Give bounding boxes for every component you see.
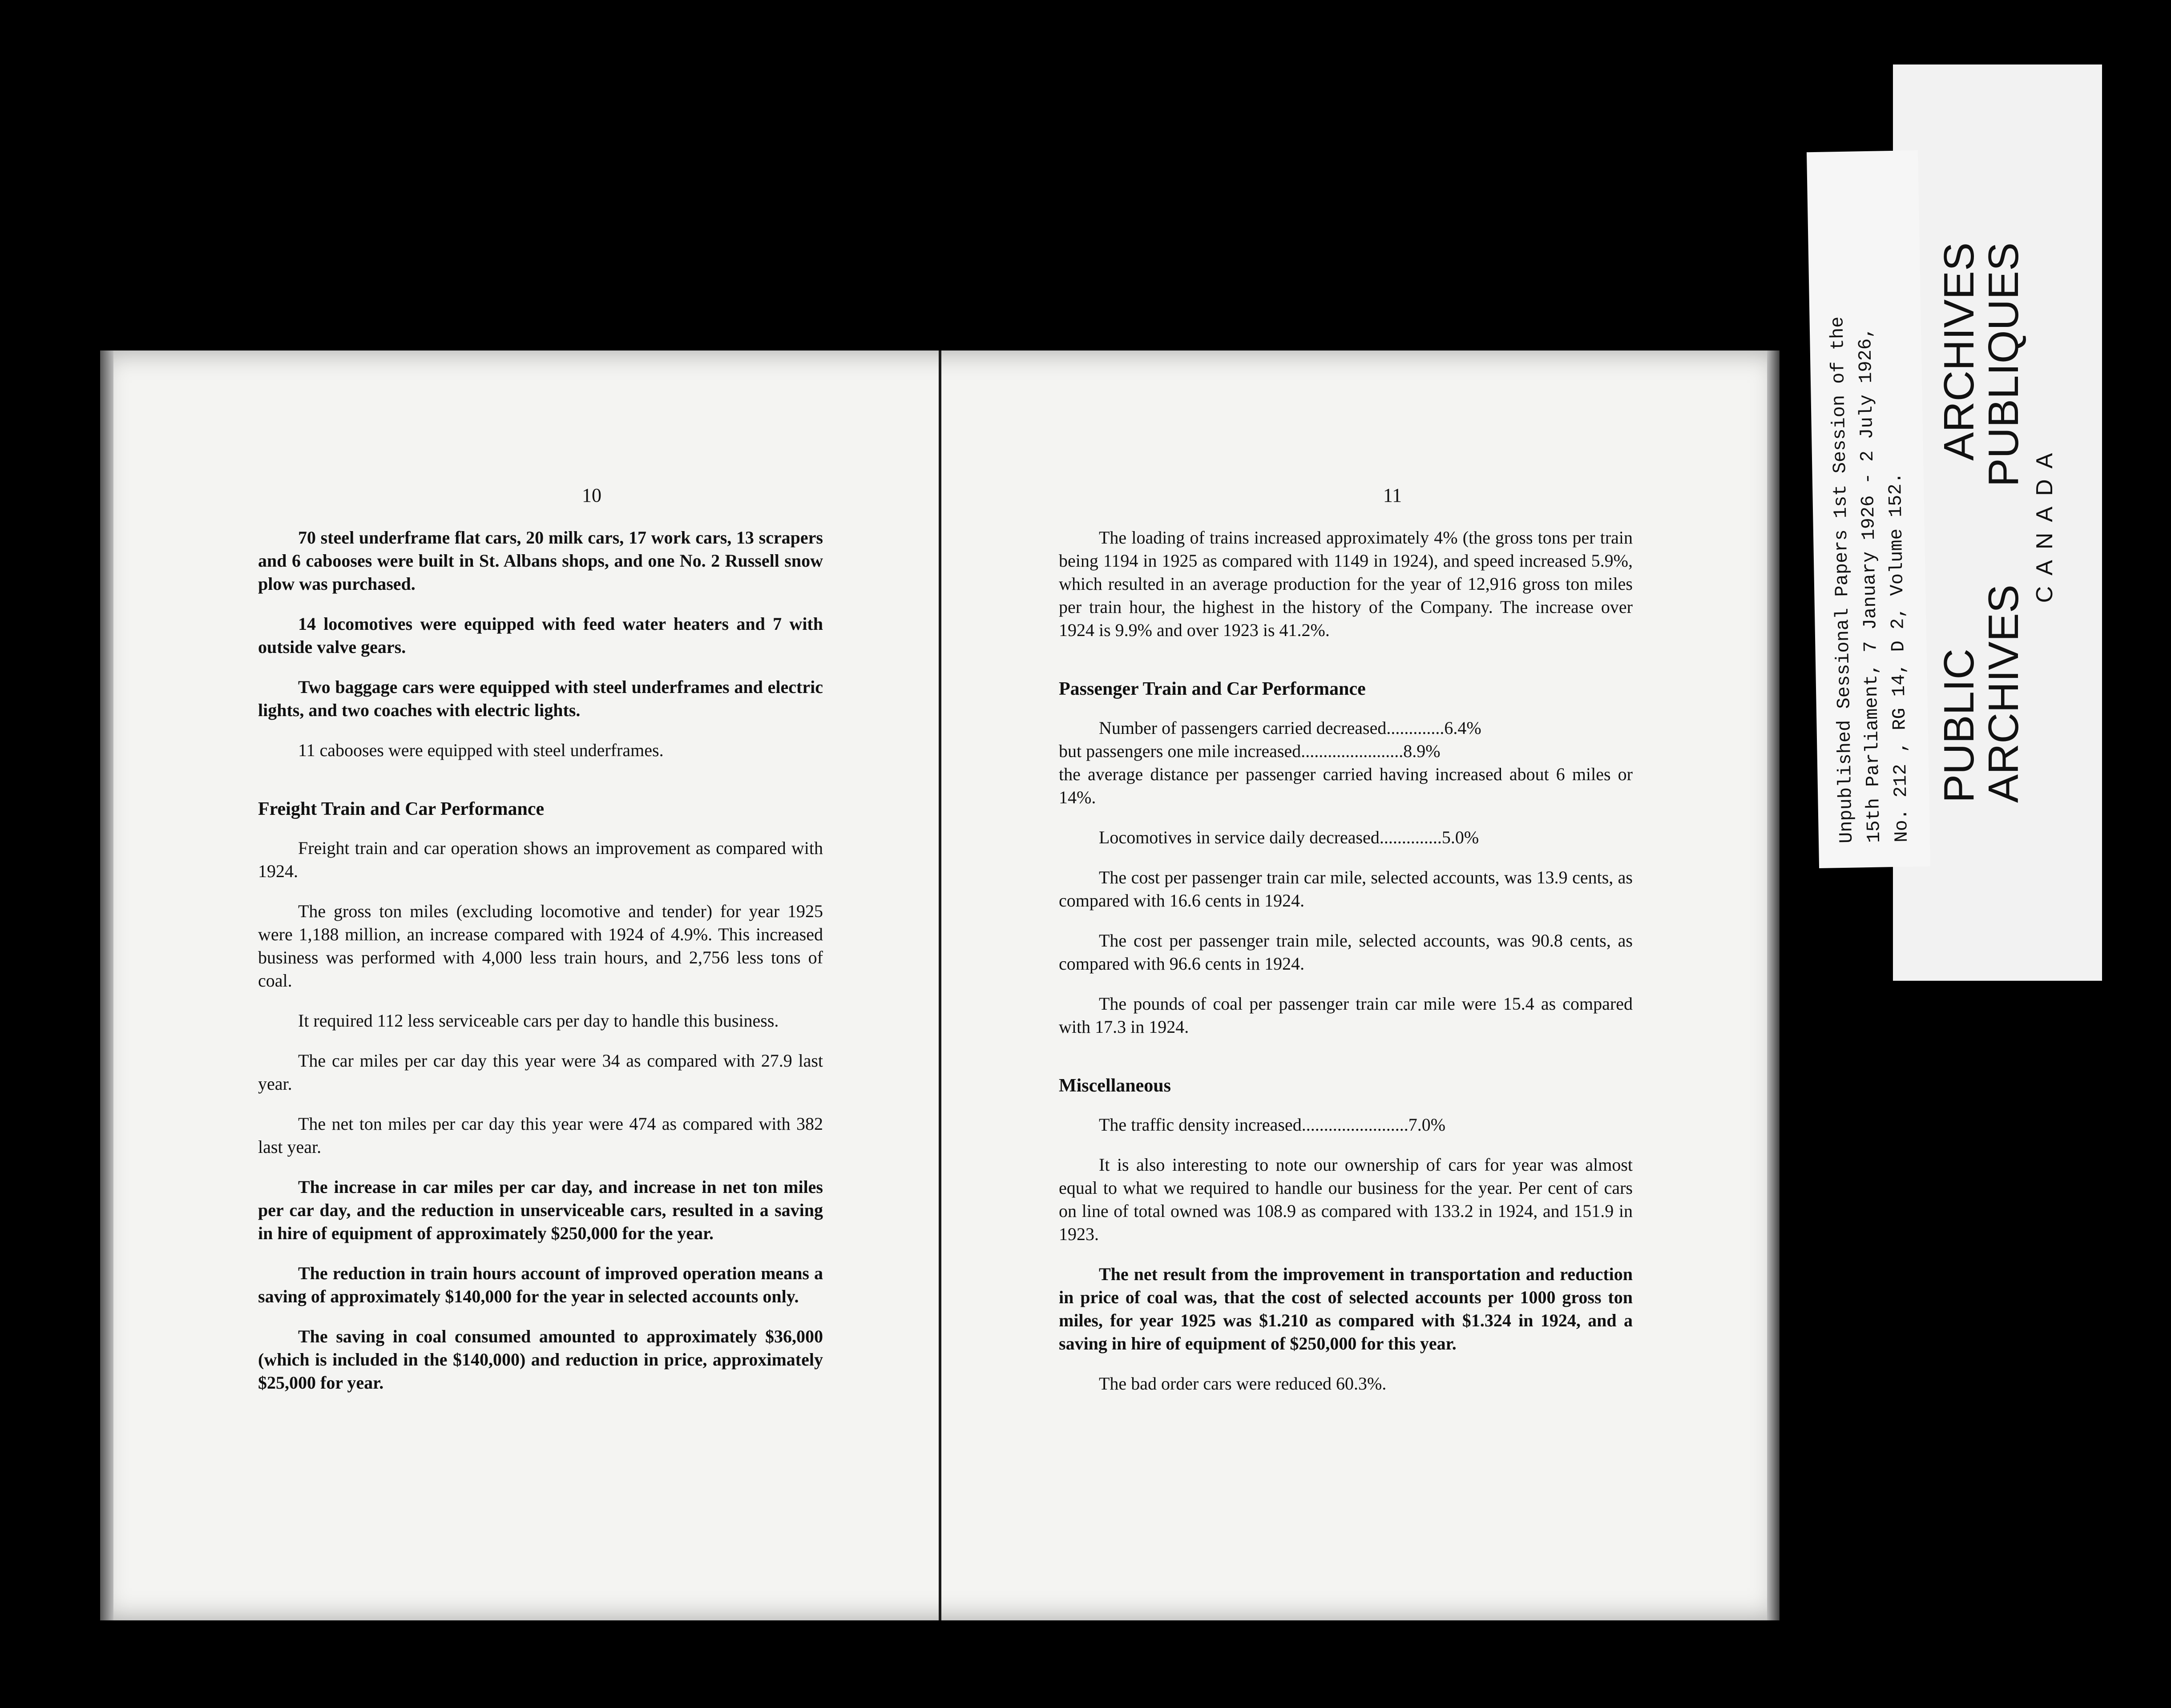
paragraph: Two baggage cars were equipped with steel underframes and electric lights, and two coaches with electric lights. xyxy=(258,677,823,720)
label-line: 15th Parliament, 7 January 1926 - 2 July 1926, xyxy=(1854,327,1885,843)
archive-stamp-text xyxy=(1937,211,2058,834)
paragraph: 11 cabooses were equipped with steel underframes. xyxy=(298,740,664,760)
statistic-line: but passengers one mile increased.......................8.9% xyxy=(1059,741,1441,761)
sessional-papers-label xyxy=(1807,150,1930,868)
paragraph: The saving in coal consumed amounted to approximately $36,000 (which is included in the $140,000) and reduction in price, approximately $25,000 for year. xyxy=(258,1326,823,1393)
page-number: 10 xyxy=(582,484,601,506)
section-heading: Passenger Train and Car Performance xyxy=(1059,679,1366,699)
paragraph: The pounds of coal per passenger train car mile were 15.4 as compared with 17.3 in 1924. xyxy=(1059,994,1633,1037)
paragraph: The gross ton miles (excluding locomotive and tender) for year 1925 were 1,188 million, an increase compared with 1924 of 4.9%. This increased business was performed with 4,000 less train hours, and 2,756 less tons of coal. xyxy=(258,901,823,991)
archive-word: ARCHIVES xyxy=(1935,242,1983,461)
paragraph: The bad order cars were reduced 60.3%. xyxy=(1099,1374,1387,1394)
page-number: 11 xyxy=(1383,484,1402,506)
archive-country: CANADA xyxy=(2032,442,2058,603)
archive-word: PUBLIQUES xyxy=(1980,242,2027,487)
statistic-line: the average distance per passenger carried having increased about 6 miles or 14%. xyxy=(1059,764,1633,807)
section-heading: Miscellaneous xyxy=(1059,1076,1171,1096)
open-book-scan xyxy=(100,350,1780,1620)
sessional-papers-text xyxy=(1821,175,1916,843)
statistic-line: The traffic density increased........................7.0% xyxy=(1099,1115,1446,1135)
paragraph: The reduction in train hours account of improved operation means a saving of approximately $140,000 for the year in selected accounts only. xyxy=(258,1263,823,1306)
paragraph: 70 steel underframe flat cars, 20 milk cars, 17 work cars, 13 scrapers and 6 cabooses were built in St. Albans shops, and one No. 2 Russell snow plow was purchased. xyxy=(258,528,823,594)
paragraph: The net ton miles per car day this year were 474 as compared with 382 last year. xyxy=(258,1114,823,1157)
statistic-line: Locomotives in service daily decreased..............5.0% xyxy=(1099,827,1479,847)
paragraph: The net result from the improvement in transportation and reduction in price of coal was, that the cost of selected accounts per 1000 gross ton miles, for year 1925 was $1.210 as compared with $1.324 in 1924, and a saving in hire of equipment of $250,000 for this year. xyxy=(1059,1264,1633,1354)
book-gutter xyxy=(939,350,941,1620)
statistic-line: Number of passengers carried decreased.............6.4% xyxy=(1099,718,1481,738)
paragraph: Freight train and car operation shows an improvement as compared with 1924. xyxy=(258,838,823,881)
paragraph: The cost per passenger train mile, selected accounts, was 90.8 cents, as compared with 96.6 cents in 1924. xyxy=(1059,931,1633,974)
paragraph: It required 112 less serviceable cars per day to handle this business. xyxy=(298,1011,779,1031)
archive-word: PUBLIC xyxy=(1935,649,1983,803)
paragraph: 14 locomotives were equipped with feed water heaters and 7 with outside valve gears. xyxy=(258,614,823,657)
paragraph: It is also interesting to note our ownership of cars for year was almost equal to what we required to handle our business for the year. Per cent of cars on line of total owned was 108.9 as compared with 133.2 in 1924, and 151.9 in 1923. xyxy=(1059,1155,1633,1244)
paragraph: The cost per passenger train car mile, selected accounts, was 13.9 cents, as compared with 16.6 cents in 1924. xyxy=(1059,867,1633,910)
label-line: Unpublished Sessional Papers 1st Session of the xyxy=(1827,316,1858,844)
label-line: No. 212 , RG 14, D 2, Volume 152. xyxy=(1884,472,1913,843)
left-page-content xyxy=(258,526,823,1411)
archive-word: ARCHIVES xyxy=(1980,584,2027,803)
paragraph: The car miles per car day this year were 34 as compared with 27.9 last year. xyxy=(258,1051,823,1094)
paragraph: The loading of trains increased approximately 4% (the gross tons per train being 1194 in 1925 as compared with 1149 in 1924), and speed increased 5.9%, which resulted in an average production for the year of 12,916 gross ton miles per train hour, the highest in the history of the Company. The increase over 1924 is 9.9% and over 1923 is 41.2%. xyxy=(1059,528,1633,640)
paragraph: The increase in car miles per car day, and increase in net ton miles per car day, and the reduction in unserviceable cars, resulted in a saving in hire of equipment of approximately $250,000 for the year. xyxy=(258,1177,823,1243)
section-heading: Freight Train and Car Performance xyxy=(258,799,545,819)
right-page-content xyxy=(1059,526,1633,1412)
